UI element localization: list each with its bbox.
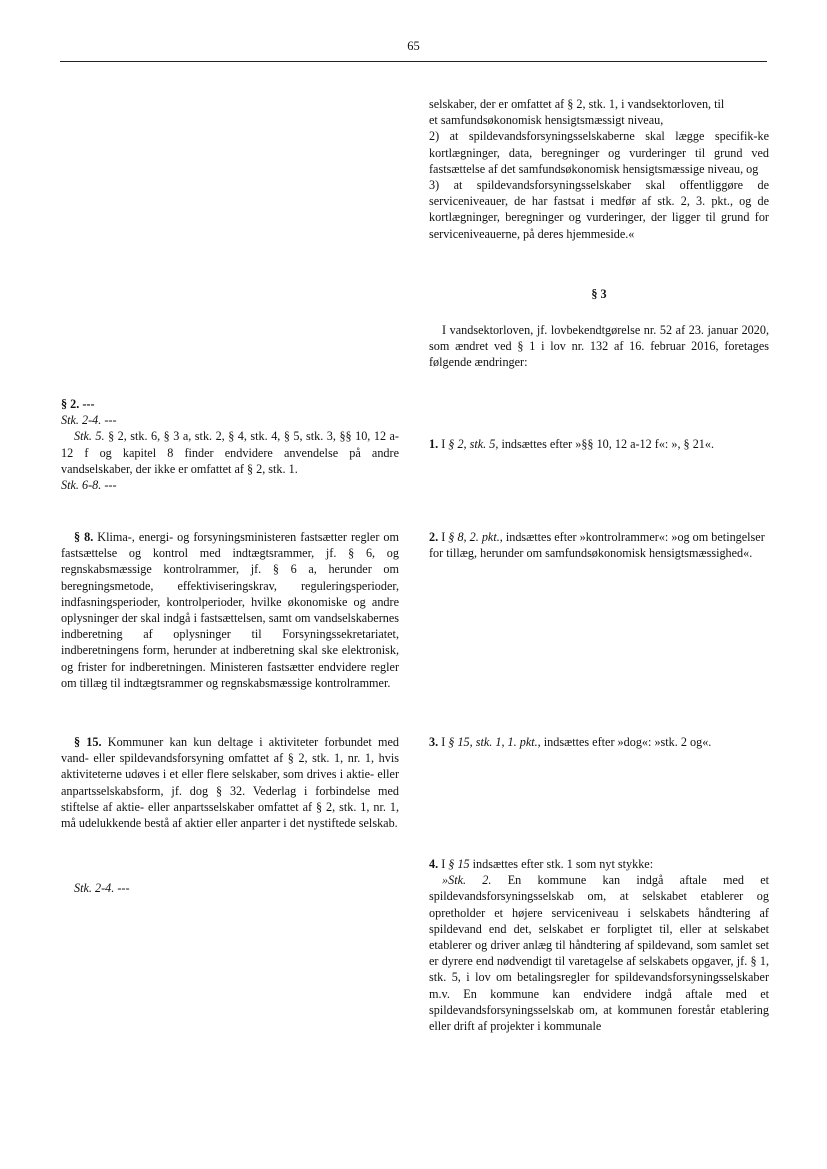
section-2-stk-2-4: Stk. 2-4. --- xyxy=(61,413,117,428)
law-section-8 xyxy=(61,529,399,691)
right-top-text xyxy=(429,96,769,242)
item-3: 3) at spildevandsforsyningsselskaber skal offentliggøre de serviceniveauer, de har fastsat i medfør af stk. 2, 3. pkt., og de kortlægninger, beregninger og vurderinger, der ligger til grund for serviceniveauerne, på deres hjemmeside.« xyxy=(429,178,769,241)
change-1-text xyxy=(429,436,769,452)
item-2: 2) at spildevandsforsyningsselskaberne skal lægge specifik-ke kortlægninger, data, beregninger og vurderinger til grund ved fastsættelse af det samfundsøkonomisk hensigtsmæssige niveau, og xyxy=(429,129,769,176)
section-2-stk-6-8: Stk. 6-8. --- xyxy=(61,478,117,493)
change-2-text xyxy=(429,529,769,561)
change-4-intro xyxy=(429,856,769,872)
change-3-text xyxy=(429,734,769,750)
stk-5-text: § 2, stk. 6, § 3 a, stk. 2, § 4, stk. 4, § 5, stk. 3, §§ 10, 12 a-12 f og kapitel 8 finder endvidere anvendelse på andre vandselskaber, der ikke er omfattet af § 2, stk. 1. xyxy=(61,429,399,476)
change-2 xyxy=(429,529,769,561)
change-3-pre: I xyxy=(438,735,449,749)
page-number: 65 xyxy=(407,39,420,53)
change-3-body: indsættes efter »dog«: »stk. 2 og«. xyxy=(540,735,712,749)
header-rule xyxy=(60,61,767,62)
section-2-heading: § 2. --- xyxy=(61,397,95,411)
section-3-intro xyxy=(429,322,769,371)
section-15-body: Kommuner kan kun deltage i aktiviteter forbundet med vand- eller spildevandsforsyning omfattet af § 2, stk. 1, nr. 1, hvis aktiviteterne udøves i et eller flere selskaber, som drives i aktie- eller anpartsselskabsform, jf. dog § 32. Vederlag i forbindelse med stiftelse af aktie- eller anpartsselskaber omfattet af § 2, stk. 1, nr. 1, må udelukkende bestå af aktier eller anparter i det nystiftede selskab. xyxy=(61,735,400,831)
section-2-stk-5 xyxy=(61,428,399,477)
change-1 xyxy=(429,436,769,452)
change-2-num: 2. xyxy=(429,530,439,544)
section-15-text xyxy=(61,734,399,831)
law-section-2 xyxy=(61,396,399,493)
change-4-quote-label: »Stk. 2. xyxy=(442,873,492,888)
change-2-body: indsættes efter »kontrolrammer«: »og om betingelser for tillæg, herunder om samfundsøkonomisk hensigtsmæssighed«. xyxy=(429,530,765,561)
section-8-label: § 8. xyxy=(74,530,94,544)
stk-5-label: Stk. 5. xyxy=(74,429,105,444)
section-15-label: § 15. xyxy=(74,735,102,749)
section-15-stk-2-4 xyxy=(61,880,399,896)
section-3-intro-text: I vandsektorloven, jf. lovbekendtgørelse nr. 52 af 23. januar 2020, som ændret ved § 1 i lov nr. 132 af 16. februar 2016, foretages følgende ændringer: xyxy=(429,323,769,370)
section-8-text xyxy=(61,529,399,691)
change-1-body: indsættes efter »§§ 10, 12 a-12 f«: », § 21«. xyxy=(498,437,715,451)
section-8-body: Klima-, energi- og forsyningsministeren fastsætter regler om fastsættelse og kontrol med indtægtsrammer, jf. § 6, og regnskabsmæssige kontrolrammer, jf. § 6 a, herunder om beregningsmetode, effektiviseringskrav, reguleringsperioder, indfasningsperioder, kontrolperioder, hvilke økonomiske og andre oplysninger der skal indgå i fastsættelsen, samt om vandselskabernes indberetning af oplysninger til Forsyningssekretariatet, indberetningens form, herunder at indberetning skal ske elektronisk, og frister for indberetningen. Ministeren fastsætter endvidere regler om tillæg til indtægtsrammer og regnskabsmæssige kontrolrammer. xyxy=(61,530,399,690)
law-section-15 xyxy=(61,734,399,831)
change-4-quote xyxy=(429,872,769,1034)
change-3-ref: § 15, stk. 1, 1. pkt., xyxy=(448,735,541,749)
section-15-stk-2-4-text: Stk. 2-4. --- xyxy=(74,881,130,895)
change-4-body: indsættes efter stk. 1 som nyt stykke: xyxy=(469,857,654,871)
change-4 xyxy=(429,856,769,1034)
change-4-ref: § 15 xyxy=(448,857,470,871)
change-1-ref: § 2, stk. 5, xyxy=(448,437,499,451)
section-3-heading: § 3 xyxy=(591,287,607,301)
continued-line-2: et samfundsøkonomisk hensigtsmæssigt niveau, xyxy=(429,113,664,128)
change-3-num: 3. xyxy=(429,735,439,749)
change-3 xyxy=(429,734,769,750)
change-4-pre: I xyxy=(438,857,449,871)
change-1-pre: I xyxy=(438,437,449,451)
continued-line-1: selskaber, der er omfattet af § 2, stk. 1, i vandsektorloven, til xyxy=(429,97,725,111)
change-4-num: 4. xyxy=(429,857,439,871)
change-2-ref: § 8, 2. pkt., xyxy=(448,530,503,544)
change-1-num: 1. xyxy=(429,437,439,451)
change-2-pre: I xyxy=(438,530,449,544)
change-4-quote-text: En kommune kan indgå aftale med et spildevandsforsyningsselskab om, at selskabet etablerer og opretholder et højere serviceniveau i selskabets håndtering af spildevand end det, selskabet er forpligtet til, eller at selskabet etablerer og driver anlæg til håndtering af spildevand, som samlet set er dyrere end nødvendigt til varetagelse af selskabets opgaver, jf. § 1, stk. 5, i lov om betalingsregler for spildevandsforsyningsselskaber m.v. En kommune kan endvidere indgå aftale med et spildevandsforsyningsselskab om, at kommunen forestår etablering eller drift af projekter i kommunale xyxy=(429,873,770,1034)
